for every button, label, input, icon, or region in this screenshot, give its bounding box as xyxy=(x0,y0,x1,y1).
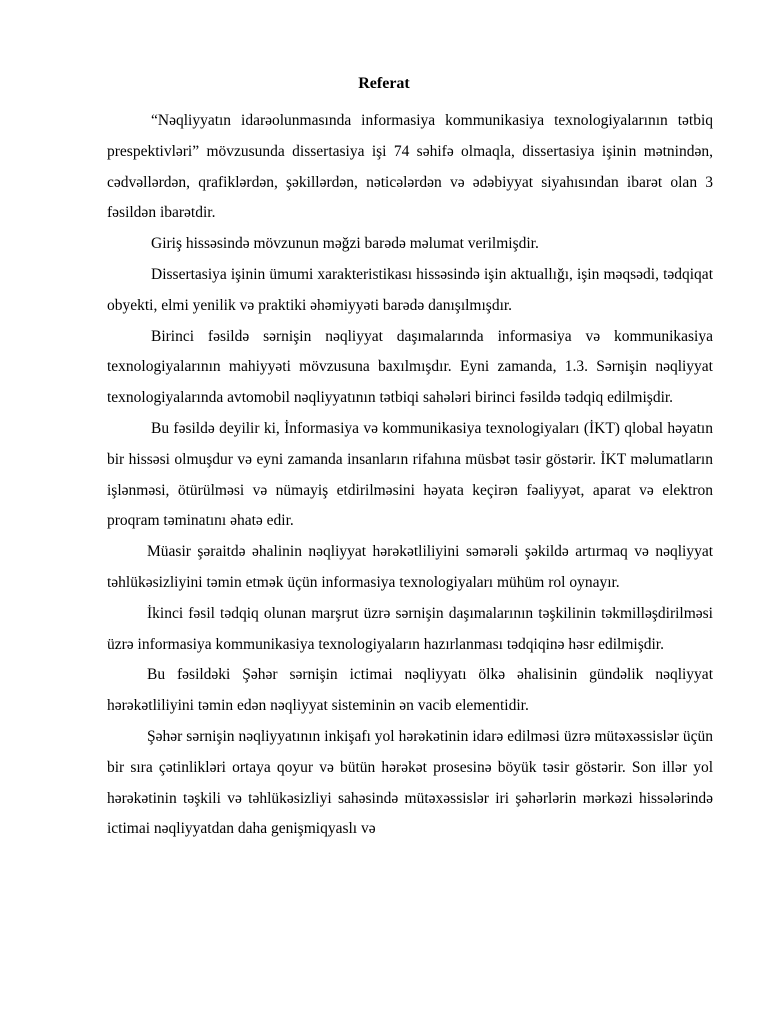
document-body xyxy=(107,106,713,845)
paragraph: Giriş hissəsində mövzunun məğzi barədə məlumat verilmişdir. xyxy=(151,235,539,253)
paragraph: Müasir şəraitdə əhalinin nəqliyyat hərəkətliliyini səmərəli şəkildə artırmaq və nəqliyyat təhlükəsizliyini təmin etmək üçün informasiya texnologiyaları mühüm rol oynayır. xyxy=(107,543,713,591)
paragraph: “Nəqliyyatın idarəolunmasında informasiya kommunikasiya texnologiyalarının tətbiq prespektivləri” mövzusunda dissertasiya işi 74 səhifə olmaqla, dissertasiya işinin mətnindən, cədvəllərdən, qrafiklərdən, şəkillərdən, nəticələrdən və ədəbiyyat siyahısından ibarət olan 3 fəsildən ibarətdir. xyxy=(107,112,713,222)
paragraph: Şəhər sərnişin nəqliyyatının inkişafı yol hərəkətinin idarə edilməsi üzrə mütəxəssislər üçün bir sıra çətinlikləri ortaya qoyur və bütün hərəkət prosesinə böyük təsir göstərir. Son illər yol hərəkətinin təşkili və təhlükəsizliyi sahəsində mütəxəssislər iri şəhərlərin mərkəzi hissələrində ictimai nəqliyyatdan daha genişmiqyaslı və xyxy=(107,727,713,838)
document-title: Referat xyxy=(358,75,410,92)
paragraph: Bu fəsildəki Şəhər sərnişin ictimai nəqliyyatı ölkə əhalisinin gündəlik nəqliyyat hərəkətliliyini təmin edən nəqliyyat sisteminin ən vacib elementidir. xyxy=(107,666,713,715)
paragraph: Bu fəsildə deyilir ki, İnformasiya və kommunikasiya texnologiyaları (İKT) qlobal həyatın bir hissəsi olmuşdur və eyni zamanda insanların rifahına müsbət təsir göstərir. İKT məlumatların işlənməsi, ötürülməsi və nümayiş etdirilməsini həyata keçirən fəaliyyət, aparat və elektron proqram təminatını əhatə edir. xyxy=(107,419,713,530)
paragraph: İkinci fəsil tədqiq olunan marşrut üzrə sərnişin daşımalarının təşkilinin təkmilləşdirilməsi üzrə informasiya kommunikasiya texnologiyaların hazırlanması tədqiqinə həsr edilmişdir. xyxy=(107,604,713,653)
paragraph: Dissertasiya işinin ümumi xarakteristikası hissəsində işin aktuallığı, işin məqsədi, tədqiqat obyekti, elmi yenilik və praktiki əhəmiyyəti barədə danışılmışdır. xyxy=(107,265,713,314)
paragraph: Birinci fəsildə sərnişin nəqliyyat daşımalarında informasiya və kommunikasiya texnologiyalarının mahiyyəti mövzusuna baxılmışdır. Eyni zamanda, 1.3. Sərnişin nəqliyyat texnologiyalarında avtomobil nəqliyyatının tətbiqi sahələri birinci fəsildə tədqiq edilmişdir. xyxy=(107,327,713,407)
